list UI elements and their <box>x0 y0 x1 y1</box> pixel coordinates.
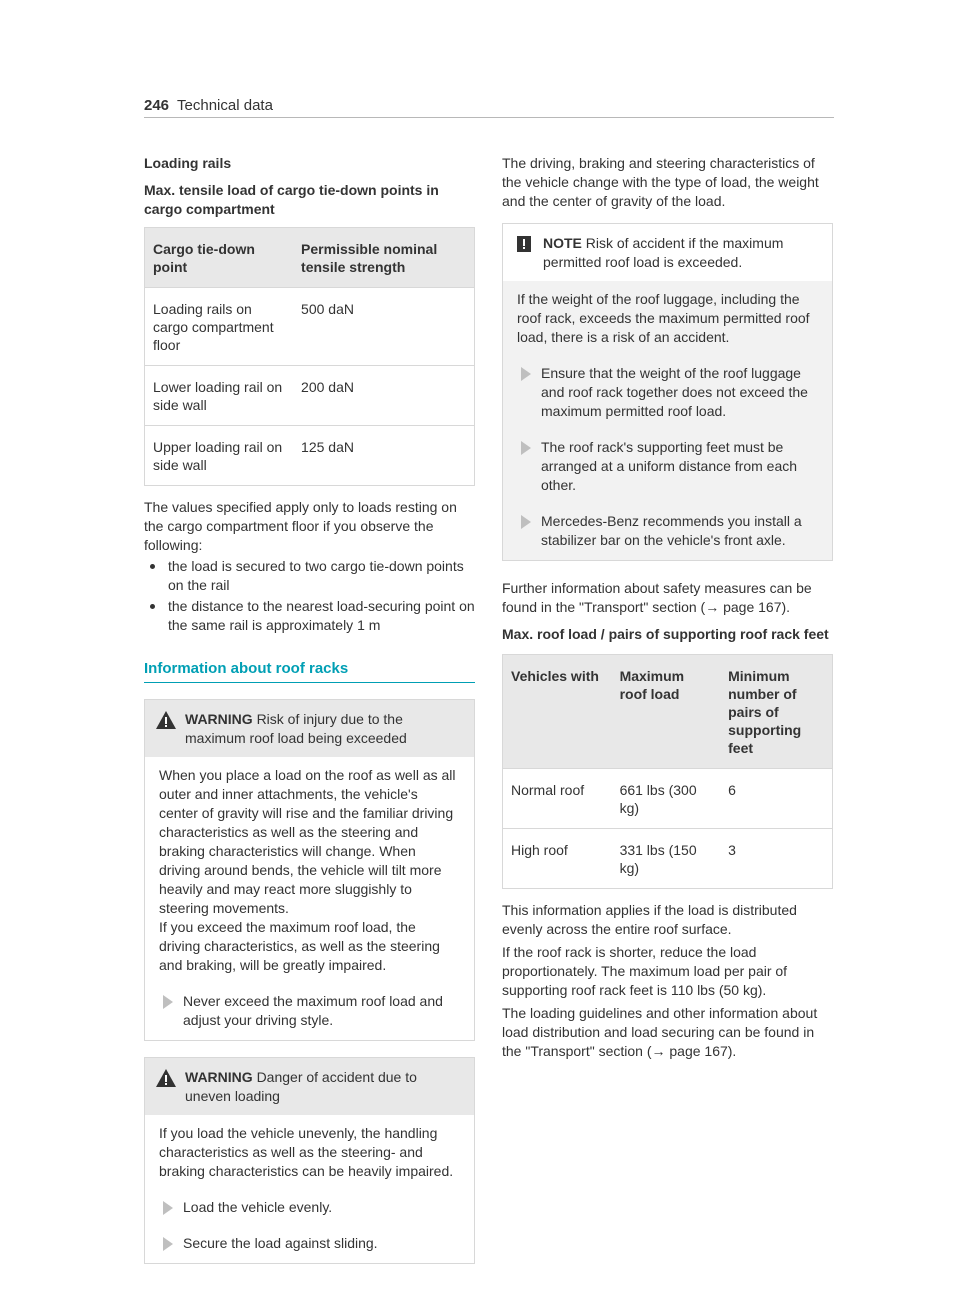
tie-down-table <box>144 227 475 486</box>
warning-paragraph: If you load the vehicle unevenly, the handling characteristics as well as the steering- and braking characteristics can be heavily impaired. <box>159 1125 454 1179</box>
table2-cell: Normal roof <box>503 769 612 829</box>
paragraph: If the roof rack is shorter, reduce the load proportionately. The maximum load per pair of supporting roof rack feet is 110 lbs (50 kg). <box>502 944 788 998</box>
step-text: Mercedes-Benz recommends you install a stabilizer bar on the vehicle's front axle. <box>541 513 802 548</box>
section-title: Information about roof racks <box>144 660 349 677</box>
intro-text: The driving, braking and steering characteristics of the vehicle change with the type of load, the weight and the center of gravity of the load. <box>502 155 819 209</box>
note-body <box>503 281 832 560</box>
warning-label: WARNING <box>185 711 253 727</box>
bullet-text: the distance to the nearest load-securing point on the same rail is approximately 1 m <box>168 598 475 633</box>
list-item <box>144 597 475 635</box>
note-title: Risk of accident if the maximum permitted roof load is exceeded. <box>543 235 784 270</box>
heading-roof-load: Max. roof load / pairs of supporting roof rack feet <box>502 626 829 642</box>
bullet-dot <box>150 604 155 609</box>
warning-triangle-icon <box>155 1068 177 1088</box>
step-item <box>517 438 818 495</box>
bullet-dot <box>150 564 155 569</box>
list-item <box>144 557 475 595</box>
arrow-right-icon <box>521 441 531 455</box>
table2-cell: 3 <box>720 829 832 889</box>
table1-cell: 500 daN <box>293 288 474 366</box>
section-divider <box>144 682 475 683</box>
header-title: Technical data <box>177 97 273 114</box>
table-row <box>503 769 832 829</box>
table1-header-strength: Permissible nominal tensile strength <box>293 228 474 288</box>
table1-cell: Loading rails on cargo compartment floor <box>145 288 293 366</box>
note-header <box>503 224 832 281</box>
warning-box-uneven-loading <box>144 1057 475 1264</box>
table-row <box>145 366 474 426</box>
warning-body <box>145 1115 474 1263</box>
arrow-right-icon <box>163 995 173 1009</box>
table2-cell: High roof <box>503 829 612 889</box>
table1-cell: 125 daN <box>293 426 474 486</box>
step-text: Ensure that the weight of the roof luggage and roof rack together does not exceed the maximum permitted roof load. <box>541 365 808 419</box>
warning-triangle-icon <box>155 710 177 730</box>
table2-header-vehicles: Vehicles with <box>503 655 612 769</box>
step-item <box>517 364 818 421</box>
paragraph: This information applies if the load is distributed evenly across the entire roof surface. <box>502 902 797 937</box>
header-divider <box>144 117 834 118</box>
warning-title: Danger of accident due to uneven loading <box>185 1069 417 1104</box>
table1-cell: Lower loading rail on side wall <box>145 366 293 426</box>
table2-cell: 6 <box>720 769 832 829</box>
table2-header-max-load: Maximum roof load <box>612 655 721 769</box>
warning-paragraph: When you place a load on the roof as well as all outer and inner attachments, the vehicle's center of gravity will rise and the familiar driving characteristics as well as the steering and braking characteristics will change. When driving around bends, the vehicle will tilt more heavily and may react more sluggishly to steering movements. <box>159 767 456 916</box>
heading-tensile-load: Max. tensile load of cargo tie-down points in cargo compartment <box>144 182 439 217</box>
step-item <box>159 992 460 1030</box>
page-header <box>144 96 273 115</box>
further-info-text: Further information about safety measures can be found in the "Transport" section (→ page 167). <box>502 580 812 615</box>
step-item <box>517 512 818 550</box>
step-item <box>159 1234 460 1253</box>
table1-cell: Upper loading rail on side wall <box>145 426 293 486</box>
right-column <box>502 154 833 1061</box>
table2-cell: 661 lbs (300 kg) <box>612 769 721 829</box>
warning-header <box>145 700 474 757</box>
note-paragraph: If the weight of the roof luggage, including the roof rack, exceeds the maximum permitted roof load, there is a risk of an accident. <box>517 291 810 345</box>
warning-label: WARNING <box>185 1069 253 1085</box>
note-label: NOTE <box>543 235 582 251</box>
left-column <box>144 154 475 1264</box>
step-item <box>159 1198 460 1217</box>
bullet-text: the load is secured to two cargo tie-down points on the rail <box>168 558 464 593</box>
warning-title: Risk of injury due to the maximum roof load being exceeded <box>185 711 407 746</box>
table-row <box>503 829 832 889</box>
table-row <box>145 426 474 486</box>
warning-body <box>145 757 474 1040</box>
values-text: The values specified apply only to loads resting on the cargo compartment floor if you observe the following: <box>144 499 457 553</box>
exclamation-icon <box>513 234 535 254</box>
table1-cell: 200 daN <box>293 366 474 426</box>
page-number: 246 <box>144 97 170 114</box>
warning-box-roof-load <box>144 699 475 1041</box>
table1-header-point: Cargo tie-down point <box>145 228 293 288</box>
arrow-right-icon <box>163 1201 173 1215</box>
warning-paragraph: If you exceed the maximum roof load, the driving characteristics, as well as the steering and braking, will be greatly impaired. <box>159 919 440 973</box>
table2-cell: 331 lbs (150 kg) <box>612 829 721 889</box>
heading-loading-rails: Loading rails <box>144 155 232 171</box>
arrow-right-icon <box>163 1237 173 1251</box>
step-text: The roof rack's supporting feet must be arranged at a uniform distance from each other. <box>541 439 798 493</box>
arrow-right-icon <box>521 367 531 381</box>
table-row <box>145 288 474 366</box>
roof-load-table <box>502 654 833 889</box>
step-text: Never exceed the maximum roof load and adjust your driving style. <box>183 993 443 1028</box>
step-text: Load the vehicle evenly. <box>183 1199 333 1215</box>
note-box <box>502 223 833 561</box>
warning-header <box>145 1058 474 1115</box>
paragraph: The loading guidelines and other information about load distribution and load securing can be found in the "Transport" section (→ page 167). <box>502 1005 818 1059</box>
table2-header-min-pairs: Minimum number of pairs of supporting feet <box>720 655 832 769</box>
arrow-right-icon <box>521 515 531 529</box>
step-text: Secure the load against sliding. <box>183 1235 378 1251</box>
